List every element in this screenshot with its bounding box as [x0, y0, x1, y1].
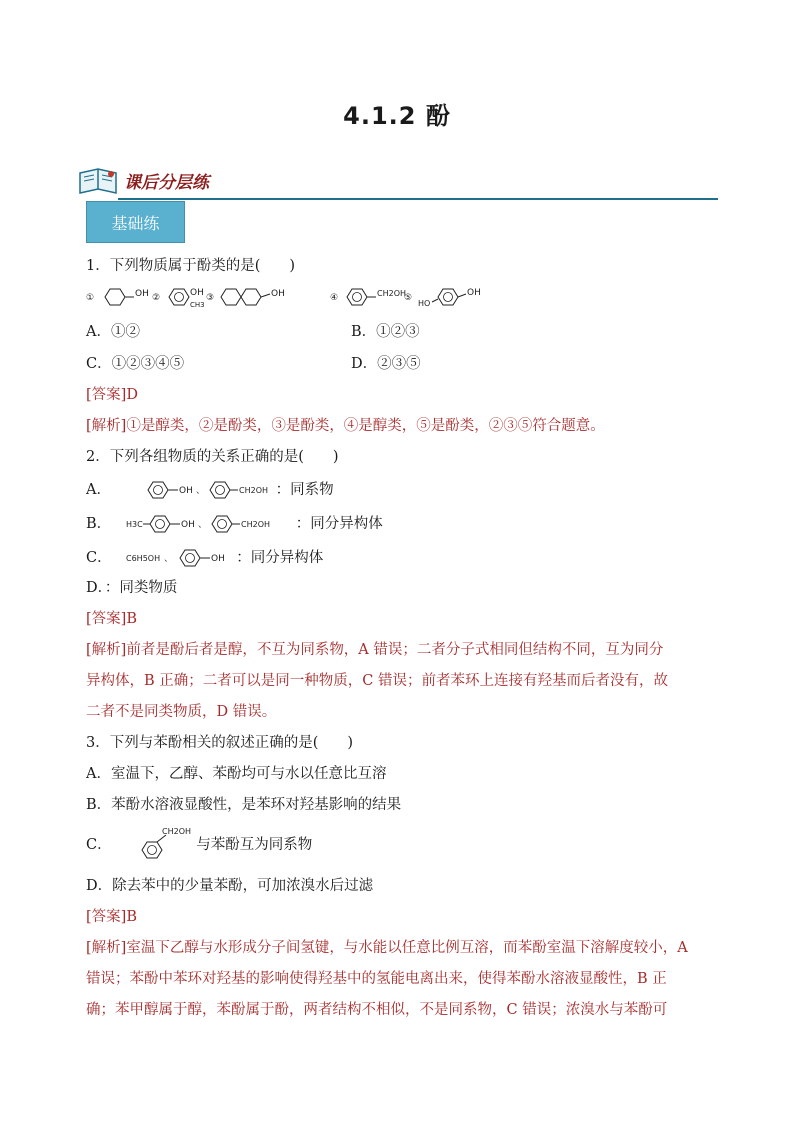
q2-option-b: B． H3C OH 、 CH2OH ：同分异构体	[86, 512, 383, 536]
svg-text:OH: OH	[271, 289, 285, 299]
q2-answer: [答案]B	[86, 611, 137, 627]
q3-option-d: D．除去苯中的少量苯酚，可加浓溴水后过滤	[86, 878, 374, 894]
q2-analysis-line-1: [解析]前者是酚后者是醇，不互为同系物，A 错误；二者分子式相同但结构不同，互为同分	[86, 642, 664, 658]
svg-text:OH: OH	[180, 520, 195, 530]
svg-text:③: ③	[206, 293, 215, 303]
q2-analysis-line-2: 异构体，B 正确；二者可以是同一种物质，C 错误；前者苯环上连接有羟基而后者没有，故	[86, 673, 668, 689]
svg-text:①: ①	[86, 293, 95, 303]
svg-text:OH: OH	[467, 288, 481, 298]
svg-text:OH: OH	[190, 288, 204, 298]
section-heading: 课后分层练	[124, 173, 209, 193]
q1-option-d: D．②③⑤	[351, 356, 421, 372]
svg-text:、: 、	[197, 520, 207, 530]
svg-text:OH: OH	[211, 554, 226, 564]
question-3-stem: 3．下列与苯酚相关的叙述正确的是( )	[86, 735, 354, 751]
svg-text:④: ④	[330, 293, 339, 303]
question-1-structures	[86, 284, 506, 310]
q3-option-c: C． CH2OH 与苯酚互为同系物	[86, 826, 312, 866]
section-header	[78, 165, 718, 201]
svg-text:②: ②	[152, 293, 161, 303]
benzyl-alcohol-structure-icon	[116, 826, 196, 864]
svg-text:、: 、	[195, 486, 205, 496]
q3-option-b: B．苯酚水溶液显酸性，是苯环对羟基影响的结果	[86, 797, 402, 813]
page-title: 4.1.2 酚	[343, 102, 451, 130]
q2-option-c: C． C6H5OH 、 OH ：同分异构体	[86, 546, 323, 570]
svg-text:OH: OH	[135, 289, 149, 299]
q2-analysis-line-3: 二者不是同类物质，D 错误。	[86, 704, 277, 720]
q2c-structures-icon	[116, 546, 236, 570]
svg-text:HO: HO	[418, 299, 431, 308]
q1-option-b: B．①②③	[351, 324, 420, 340]
svg-text:OH: OH	[178, 486, 193, 496]
q2-option-a: A． OH 、 CH2OH ：同系物	[86, 478, 334, 502]
q2b-structures-icon	[116, 512, 296, 536]
level-badge: 基础练	[86, 201, 185, 243]
q2-option-d: D．：同类物质	[86, 580, 178, 596]
question-1-stem: 1．下列物质属于酚类的是( )	[86, 258, 296, 274]
svg-text:CH2OH: CH2OH	[377, 289, 407, 298]
q2a-structures-icon	[116, 478, 276, 502]
q3-analysis-line-2: 错误；苯酚中苯环对羟基的影响使得羟基中的氢能电离出来，使得苯酚水溶液显酸性，B 正	[86, 971, 667, 987]
q1-option-c: C．①②③④⑤	[86, 356, 185, 372]
svg-text:CH3: CH3	[190, 301, 205, 309]
book-icon	[78, 167, 120, 197]
svg-text:CH2OH: CH2OH	[162, 827, 192, 836]
svg-text:H3C: H3C	[125, 520, 143, 529]
svg-text:CH2OH: CH2OH	[238, 486, 268, 495]
section-rule	[118, 198, 718, 200]
q1-analysis: [解析]①是醇类，②是酚类，③是酚类，④是醇类，⑤是酚类，②③⑤符合题意。	[86, 418, 605, 434]
q3-option-a: A．室温下，乙醇、苯酚均可与水以任意比互溶	[86, 766, 387, 782]
svg-text:CH2OH: CH2OH	[240, 520, 270, 529]
svg-text:C6H5OH: C6H5OH	[126, 554, 161, 563]
q3-analysis-line-1: [解析]室温下乙醇与水形成分子间氢键，与水能以任意比例互溶，而苯酚室温下溶解度较小，A	[86, 940, 688, 956]
q1-answer: [答案]D	[86, 387, 138, 403]
q3-analysis-line-3: 确；苯甲醇属于醇，苯酚属于酚，两者结构不相似，不是同系物，C 错误；浓溴水与苯酚可	[86, 1002, 668, 1018]
structures-row-icon	[86, 284, 506, 310]
q3-answer: [答案]B	[86, 909, 137, 925]
question-2-stem: 2．下列各组物质的关系正确的是( )	[86, 449, 339, 465]
svg-text:、: 、	[164, 554, 174, 564]
q1-option-a: A．①②	[86, 324, 140, 340]
svg-text:⑤: ⑤	[404, 293, 413, 303]
